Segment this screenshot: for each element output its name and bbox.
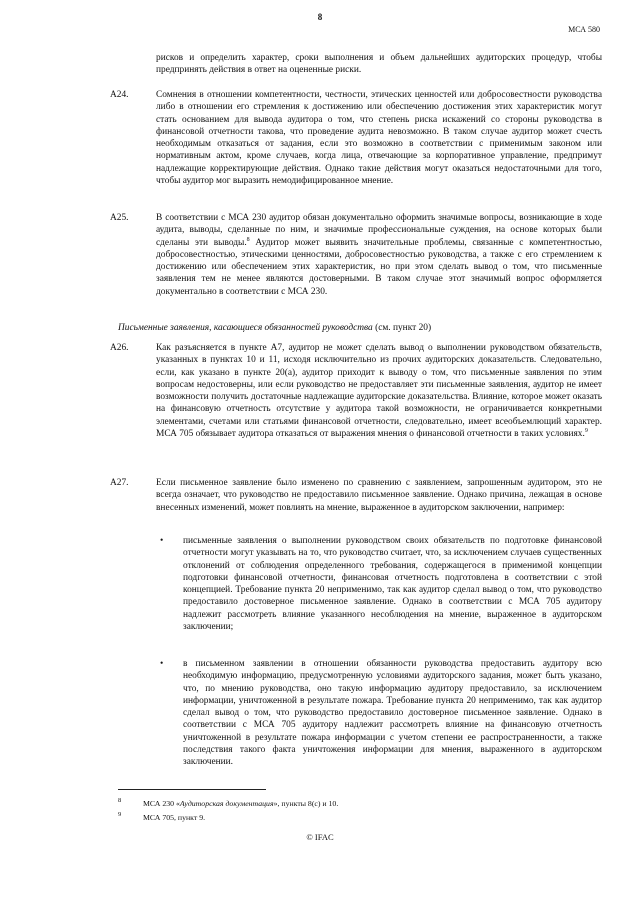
paragraph-a25 bbox=[156, 212, 602, 298]
paragraph-a27: Если письменное заявление было изменено по сравнению с заявлением, запрошенным аудитором, это не всегда означает, что руководство не предоставило письменное заявление. Однако причина, лежащая в основе внесенных изменений, может повлиять на мнение, выраженное в аудиторском заключении, например: bbox=[156, 478, 602, 513]
footnote-text-part: », пункты 8(c) и 10. bbox=[273, 799, 339, 808]
section-heading-italic: Письменные заявления, касающиеся обязанностей руководства bbox=[118, 323, 373, 333]
section-heading-ref: (см. пункт 20) bbox=[372, 323, 432, 333]
standard-code: МСА 580 bbox=[568, 25, 600, 34]
footnote-text: МСА 705, пункт 9. bbox=[143, 813, 206, 822]
footnote-text-italic: Аудиторская документация bbox=[179, 799, 274, 808]
copyright-footer: © IFAC bbox=[306, 832, 334, 842]
footnote-separator bbox=[118, 789, 266, 790]
footnote-ref-8: 8 bbox=[246, 236, 250, 243]
page-number: 8 bbox=[317, 12, 323, 22]
bullet-item: в письменном заявлении в отношении обязанности руководства предоставить аудитору всю необходимую информацию, предусмотренную условиями аудиторского задания, может быть указано, что, по мнению руководства, оно такую информацию аудитору предоставило, за исключением информации, уничтоженной в результате пожара. Требование пункта 20 неприменимо, так как аудитор сделал вывод о том, что руководство предоставило достоверное письменное заявление. Однако в соответствии с МСА 705 аудитору надлежит рассмотреть влияние на финансовую отчетность уничтоженной в результате пожара информации с учетом степени ее распространенности, а также последствия такого факта уничтожения информации для мнения, выраженного в аудиторском заключении. bbox=[183, 659, 602, 768]
paragraph-a26-text: Как разъясняется в пункте A7, аудитор не может сделать вывод о выполнении руководством обязательств, указанных в пунктах 10 и 11, исходя исключительно из прочих аудиторских доказательств. Следовательно, если, как указано в пункте 20(a), аудитор приходит к выводу о том, что письменные заявления по этим вопросам недостоверны, или если руководство не предоставляет эти письменные заявления, аудитор не имеет возможности получить достаточные надлежащие аудиторские доказательства. Влияние, которое может оказать на финансовую отчетность отсутствие у аудитора такой возможности, не ограничивается конкретными элементами, счетами или статьями финансовой отчетности, следовательно, имеет всеобъемлющий характер. МСА 705 обязывает аудитора отказаться от выражения мнения о финансовой отчетности в таких условиях. bbox=[156, 343, 602, 440]
paragraph-a25-text-2: Аудитор может выявить значительные проблемы, связанные с компетентностью, добросовестностью, этическими ценностями, добросовестностью руководства, а также с его стремлением к достижению или обеспечением этих характеристик, но при этом сделать вывод о том, что письменные заявления тем не менее являются достоверными. В таком случае этот значимый вопрос оформляется документально в соответствии с МСА 230. bbox=[156, 237, 602, 297]
paragraph-a24: Сомнения в отношении компетентности, честности, этических ценностей или добросовестности руководства либо в отношении его стремления к достижению или обеспечению достижения этих характеристик могут стать основанием для вывода аудитора о том, что степень риска искажений со стороны руководства в финансовой отчетности такова, что проведение аудита невозможно. В таком случае аудитор может счесть необходимым отказаться от задания, если это возможно в соответствии с применимым законом или нормативным актом, кроме случаев, когда лица, отвечающие за корпоративное управление, предпримут надлежащие корректирующие действия. Однако такие действия могут оказаться недостаточными для того, чтобы аудитор мог выразить немодифицированное мнение. bbox=[156, 90, 602, 187]
footnote-number: 8 bbox=[118, 797, 122, 804]
footnote-ref-9: 9 bbox=[584, 427, 588, 434]
bullet-icon: • bbox=[160, 536, 164, 546]
paragraph-number-a24: A24. bbox=[110, 90, 129, 100]
paragraph-a25-text-1: В соответствии с МСА 230 аудитор обязан документально оформить значимые вопросы, возникающие в ходе аудита, выводы, сделанные по ним, и значимые профессиональные суждения, на основе которых были сделаны эти выводы. bbox=[156, 213, 602, 248]
paragraph-a26 bbox=[156, 342, 602, 440]
intro-text: рисков и определить характер, сроки выполнения и объем дальнейших аудиторских процедур, чтобы предпринять действия в ответ на оцененные риски. bbox=[156, 53, 602, 76]
paragraph-number-a25: A25. bbox=[110, 213, 129, 223]
footnote-text-part: МСА 230 « bbox=[143, 799, 180, 808]
footnote-number: 9 bbox=[118, 811, 122, 818]
bullet-item: письменные заявления о выполнении руководством своих обязательств по подготовке финансовой отчетности могут указывать на то, что руководство считает, что, за исключением случаев существенных отклонений от соблюдения определенного требования, содержащегося в применимой концепции подготовки финансовой отчетности, финансовая отчетность подготовлена в соответствии с этой концепцией. Требование пункта 20 неприменимо, так как аудитор сделал вывод о том, что руководство предоставило достоверное письменное заявление. Однако в соответствии с МСА 705 аудитору надлежит рассмотреть влияние указанного несоблюдения на мнение, выраженное в аудиторском заключении; bbox=[183, 536, 602, 633]
section-heading bbox=[118, 322, 598, 334]
paragraph-number-a27: A27. bbox=[110, 478, 129, 488]
bullet-icon: • bbox=[160, 659, 164, 669]
paragraph-number-a26: A26. bbox=[110, 343, 129, 353]
footnote-text bbox=[143, 799, 338, 809]
